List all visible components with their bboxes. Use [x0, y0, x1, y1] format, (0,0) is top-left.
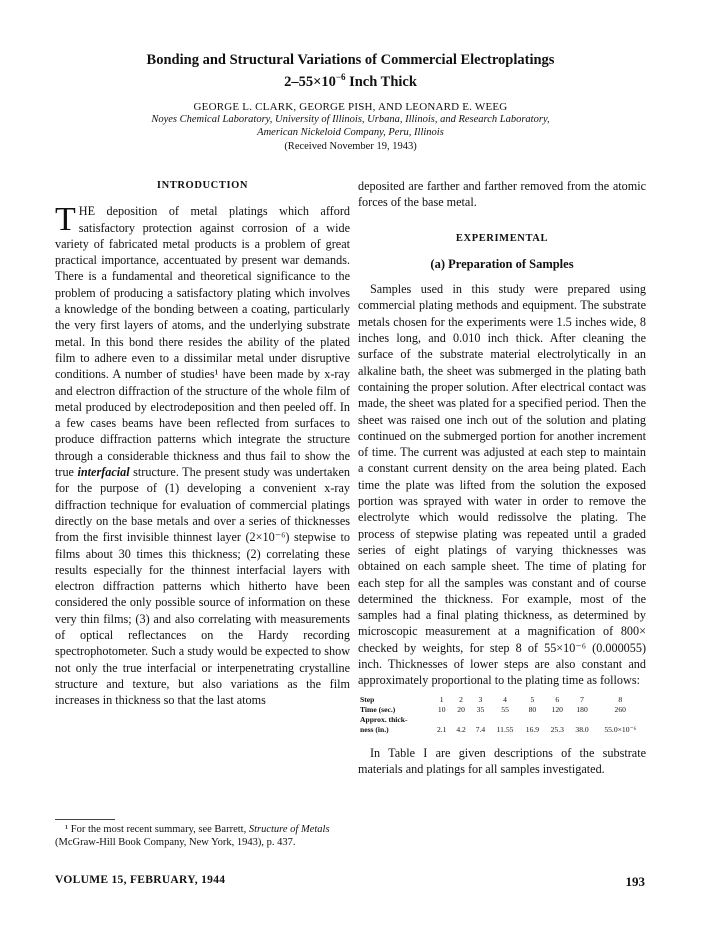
title-line-1: Bonding and Structural Variations of Commercial Electroplatings: [146, 52, 555, 68]
preparation-subheading: (a) Preparation of Samples: [430, 256, 574, 271]
experimental-heading: EXPERIMENTAL: [455, 232, 549, 244]
emphasis-interfacial: interfacial: [77, 465, 130, 480]
article-header: [0, 52, 701, 152]
table-reference-paragraph: In Table I are given descriptions of the substrate materials and platings for all samples investigated.: [358, 745, 646, 776]
introduction-paragraph: THE deposition of metal platings which afford satisfactory protection against corrosion of a wide variety of fabricated metal products is a problem of great practical importance, accentuated by present war demands. There is a fundamental and theoretical significance to the problem of producing a satisfactory plating which involves a knowledge of the bonding between a coating, particularly the very first layers of atoms, and the underlying substrate metal. In this bond there resides the ability of the plated film to adhere even to a dissimilar metal under disruptive conditions. A number of studies¹ have been made by x-ray and electron diffraction of the structure of the whole film of metal produced by electrodeposition and then peeled off. In a few cases beams have been reflected from surfaces to produce diffraction patterns which integrate the structure through a considerable thickness and thus fail to show the true interfacial structure. The present study was undertaken for the purpose of (1) developing a convenient x-ray diffraction technique for evaluation of commercial platings directly on the base metals and over a series of thicknesses from the first invisible thinnest layer (2×10⁻⁶) stepwise to films about 30 times this thickness; (2) correlating these results especially for the thinnest interfacial layers with electron diffraction patterns which hitherto have been considered the only possible source of information on these very thin films; (3) and also correlating with measurements of optical reflectances on the Hardy recording spectrophotometer. Such a study would be expected to show not only the true interfacial or interpenetrating crystalline structure and texture, but also variations as the film increases in thickness so that the last atoms: [55, 201, 350, 708]
steps-row-thickness: ness (in.) 2.1 4.2 7.4 11.55 16.9 25.3 38.0 55.0×10⁻⁶: [360, 724, 637, 734]
steps-row-thickness-label: Approx. thick-: [360, 714, 408, 724]
journal-citation: VOLUME 15, FEBRUARY, 1944: [55, 874, 226, 886]
introduction-heading: INTRODUCTION: [156, 180, 249, 191]
steps-table: [358, 695, 646, 735]
drop-cap: T: [55, 201, 76, 239]
preparation-paragraph: Samples used in this study were prepared using commercial plating methods and equipment. The substrate metals chosen for the experiments were 1.5 inches wide, 8 inches long, and 0.010 inch thick. After cleaning the surface of the substrate material electrolytically in an alkaline bath, the sheet was submerged in the plating bath containing the proper solution. After electrical contact was made, the sheet was plated for a specified period. Then the sheet was raised one inch out of the solution and plating continued on the submerged portion for another increment of time. The current was adjusted at each step to maintain a constant current density on the area being plated. Each time the plate was lifted from the solution the exposed portion was sprayed with water in order to remove the electrolyte which would redissolve the plating. The process of stepwise plating was repeated until a graded series of eight platings of varying thicknesses was obtained on each sample sheet. The time of plating for each step for all the samples was constant and of course determined the thickness. For example, most of the samples had a final plating thickness, as determined by microscopic measurement at a magnification of 800× checked by weights, for step 8 of 55×10⁻⁶ (0.000055) inch. Thicknesses of lower steps are also constant and approximately proportional to the plating time as follows:: [358, 282, 646, 688]
affiliation: Noyes Chemical Laboratory, University of Illinois, Urbana, Illinois, and Research Laboratory, American Nickeloid Company, Peru, Illinois: [151, 113, 550, 138]
title-line-2: $2-55\times 10^{-6}$ Inch Thick: [284, 72, 417, 90]
page-number: 193: [625, 874, 645, 889]
footnote-rule: [55, 819, 115, 820]
steps-row-time: Time (sec.) 10 20 35 55 80 120 180 260: [360, 704, 626, 714]
page-footer: [55, 874, 645, 889]
steps-row-step: Step 1 2 3 4 5 6 7 8: [360, 694, 623, 704]
received-date: (Received November 19, 1943): [284, 140, 417, 152]
left-column: [55, 178, 350, 709]
right-column: [358, 178, 646, 777]
authors: GEORGE L. CLARK, GEORGE PISH, AND LEONARD E. WEEG: [193, 100, 508, 113]
introduction-continuation: deposited are farther and farther removed from the atomic forces of the base metal.: [358, 179, 646, 210]
footnote: ¹ For the most recent summary, see Barrett, Structure of Metals (McGraw-Hill Book Company, New York, 1943), p. 437.: [55, 824, 330, 848]
article-title: [0, 52, 701, 91]
